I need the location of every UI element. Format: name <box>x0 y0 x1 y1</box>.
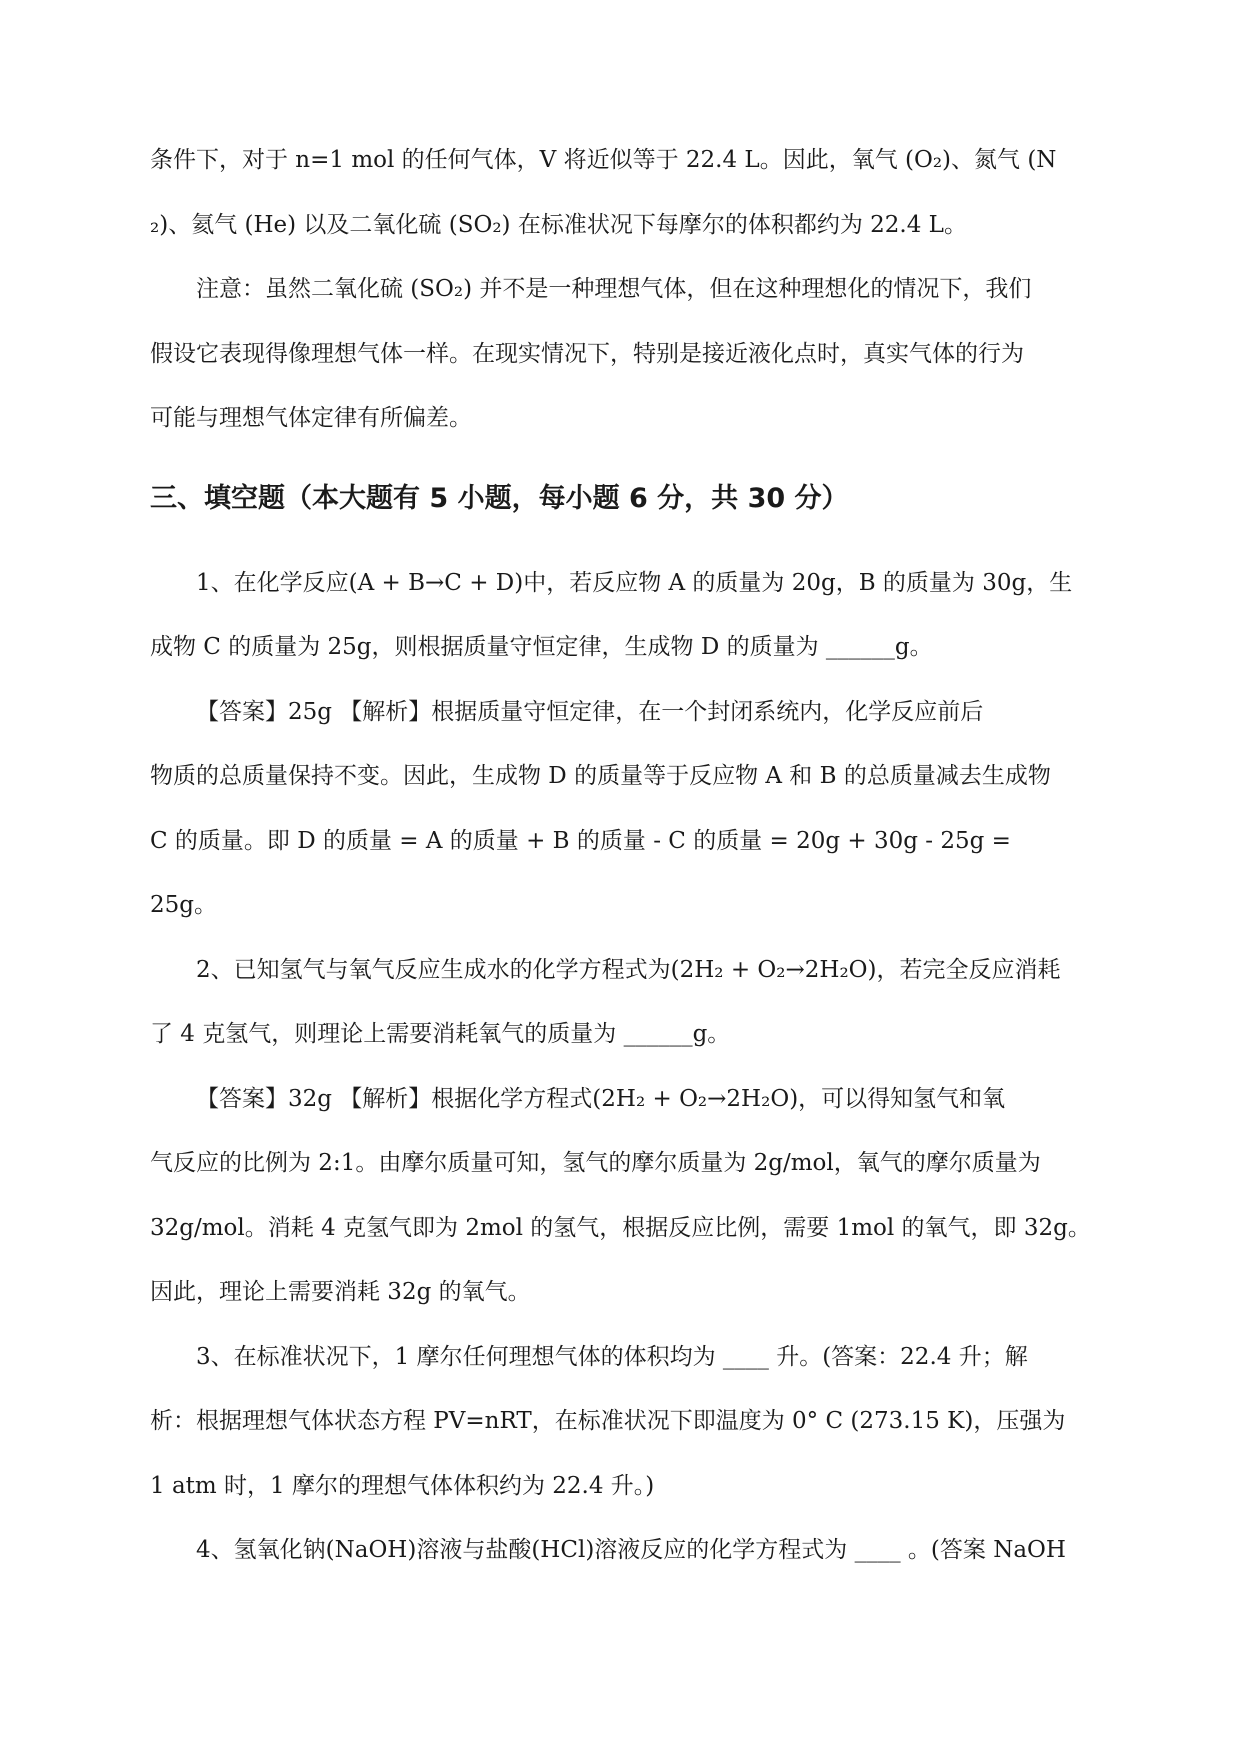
question-1-line: 1、在化学反应(A + B→C + D)中，若反应物 A 的质量为 20g，B 的质量为 30g，生 <box>196 569 1073 596</box>
answer-2-line: 【答案】32g 【解析】根据化学方程式(2H₂ + O₂→2H₂O)，可以得知氢气和氧 <box>196 1085 1006 1112</box>
section-heading: 三、填空题（本大题有 5 小题，每小题 6 分，共 30 分） <box>150 482 849 514</box>
answer-2-line: 因此，理论上需要消耗 32g 的氧气。 <box>150 1279 531 1305</box>
answer-1-line: 物质的总质量保持不变。因此，生成物 D 的质量等于反应物 A 和 B 的总质量减去生成物 <box>150 763 1051 789</box>
note-line: 假设它表现得像理想气体一样。在现实情况下，特别是接近液化点时，真实气体的行为 <box>150 340 1024 367</box>
note-line: 注意：虽然二氧化硫 (SO₂) 并不是一种理想气体，但在这种理想化的情况下，我们 <box>196 276 1032 302</box>
paragraph-line: 条件下，对于 n=1 mol 的任何气体，V 将近似等于 22.4 L。因此，氧气 (O₂)、氮气 (N <box>150 147 1057 173</box>
answer-1-line: 25g。 <box>150 892 217 918</box>
question-3-line: 3、在标准状况下，1 摩尔任何理想气体的体积均为 ____ 升。(答案：22.4 升；解 <box>196 1343 1028 1370</box>
question-2-line: 2、已知氢气与氧气反应生成水的化学方程式为(2H₂ + O₂→2H₂O)，若完全反应消耗 <box>196 956 1061 983</box>
question-2-line: 了 4 克氢气，则理论上需要消耗氧气的质量为 ______g。 <box>150 1021 731 1047</box>
answer-2-line: 气反应的比例为 2:1。由摩尔质量可知，氢气的摩尔质量为 2g/mol，氧气的摩尔质量为 <box>150 1150 1041 1176</box>
answer-1-line: C 的质量。即 D 的质量 = A 的质量 + B 的质量 - C 的质量 = 20g + 30g - 25g = <box>150 827 1011 854</box>
question-4-line: 4、氢氧化钠(NaOH)溶液与盐酸(HCl)溶液反应的化学方程式为 ____ 。(答案 NaOH <box>196 1537 1066 1563</box>
paragraph-line: ₂)、氦气 (He) 以及二氧化硫 (SO₂) 在标准状况下每摩尔的体积都约为 22.4 L。 <box>150 211 967 238</box>
question-3-line: 析：根据理想气体状态方程 PV=nRT，在标准状况下即温度为 0° C (273.15 K)，压强为 <box>150 1408 1066 1434</box>
document-page <box>150 128 1095 1583</box>
question-3-line: 1 atm 时，1 摩尔的理想气体体积约为 22.4 升。) <box>150 1472 655 1499</box>
answer-2-line: 32g/mol。消耗 4 克氢气即为 2mol 的氢气，根据反应比例，需要 1mol 的氧气，即 32g。 <box>150 1214 1091 1241</box>
question-1-line: 成物 C 的质量为 25g，则根据质量守恒定律，生成物 D 的质量为 ______g。 <box>150 634 933 660</box>
answer-1-line: 【答案】25g 【解析】根据质量守恒定律，在一个封闭系统内，化学反应前后 <box>196 698 984 725</box>
note-line: 可能与理想气体定律有所偏差。 <box>150 405 472 431</box>
